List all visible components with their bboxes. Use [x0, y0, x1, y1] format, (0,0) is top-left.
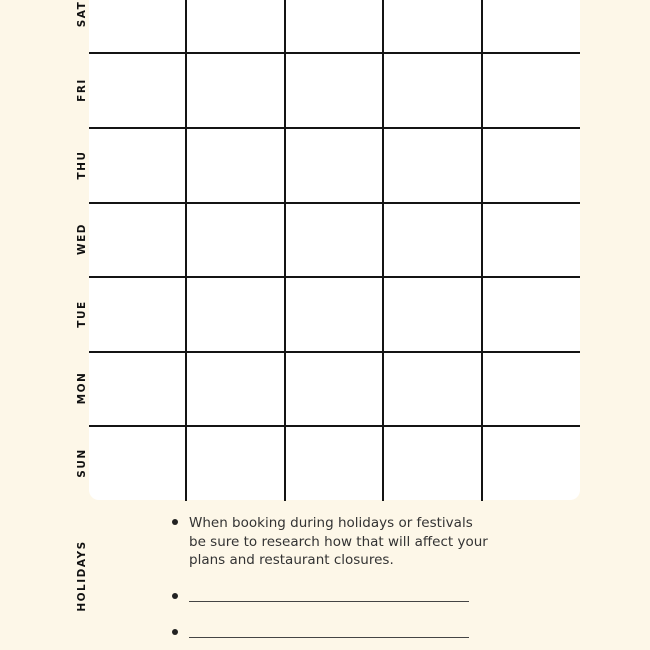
grid-column-divider [284, 0, 286, 501]
day-label-fri: FRI [76, 78, 88, 102]
blank-entry-line-2[interactable] [189, 637, 469, 638]
grid-row-divider [89, 351, 580, 353]
grid-row-divider [89, 52, 580, 54]
holiday-note: When booking during holidays or festivals be sure to research how that will affect your plans and restaurant closures. [189, 515, 488, 568]
bullet-icon [172, 593, 178, 599]
grid-column-divider [481, 0, 483, 501]
holidays-heading: HOLIDAYS [76, 540, 88, 612]
bullet-icon [172, 519, 178, 525]
blank-entry-line-1[interactable] [189, 601, 469, 602]
grid-column-divider [185, 0, 187, 501]
bullet-icon [172, 629, 178, 635]
day-label-thu: THU [76, 150, 88, 180]
day-label-sat: SAT [76, 0, 88, 28]
grid-row-divider [89, 425, 580, 427]
grid-column-divider [382, 0, 384, 501]
grid-row-divider [89, 127, 580, 129]
day-label-sun: SUN [76, 448, 88, 478]
day-label-wed: WED [76, 223, 88, 255]
day-label-tue: TUE [76, 300, 88, 328]
grid-row-divider [89, 202, 580, 204]
grid-row-divider [89, 276, 580, 278]
day-label-mon: MON [76, 371, 88, 405]
